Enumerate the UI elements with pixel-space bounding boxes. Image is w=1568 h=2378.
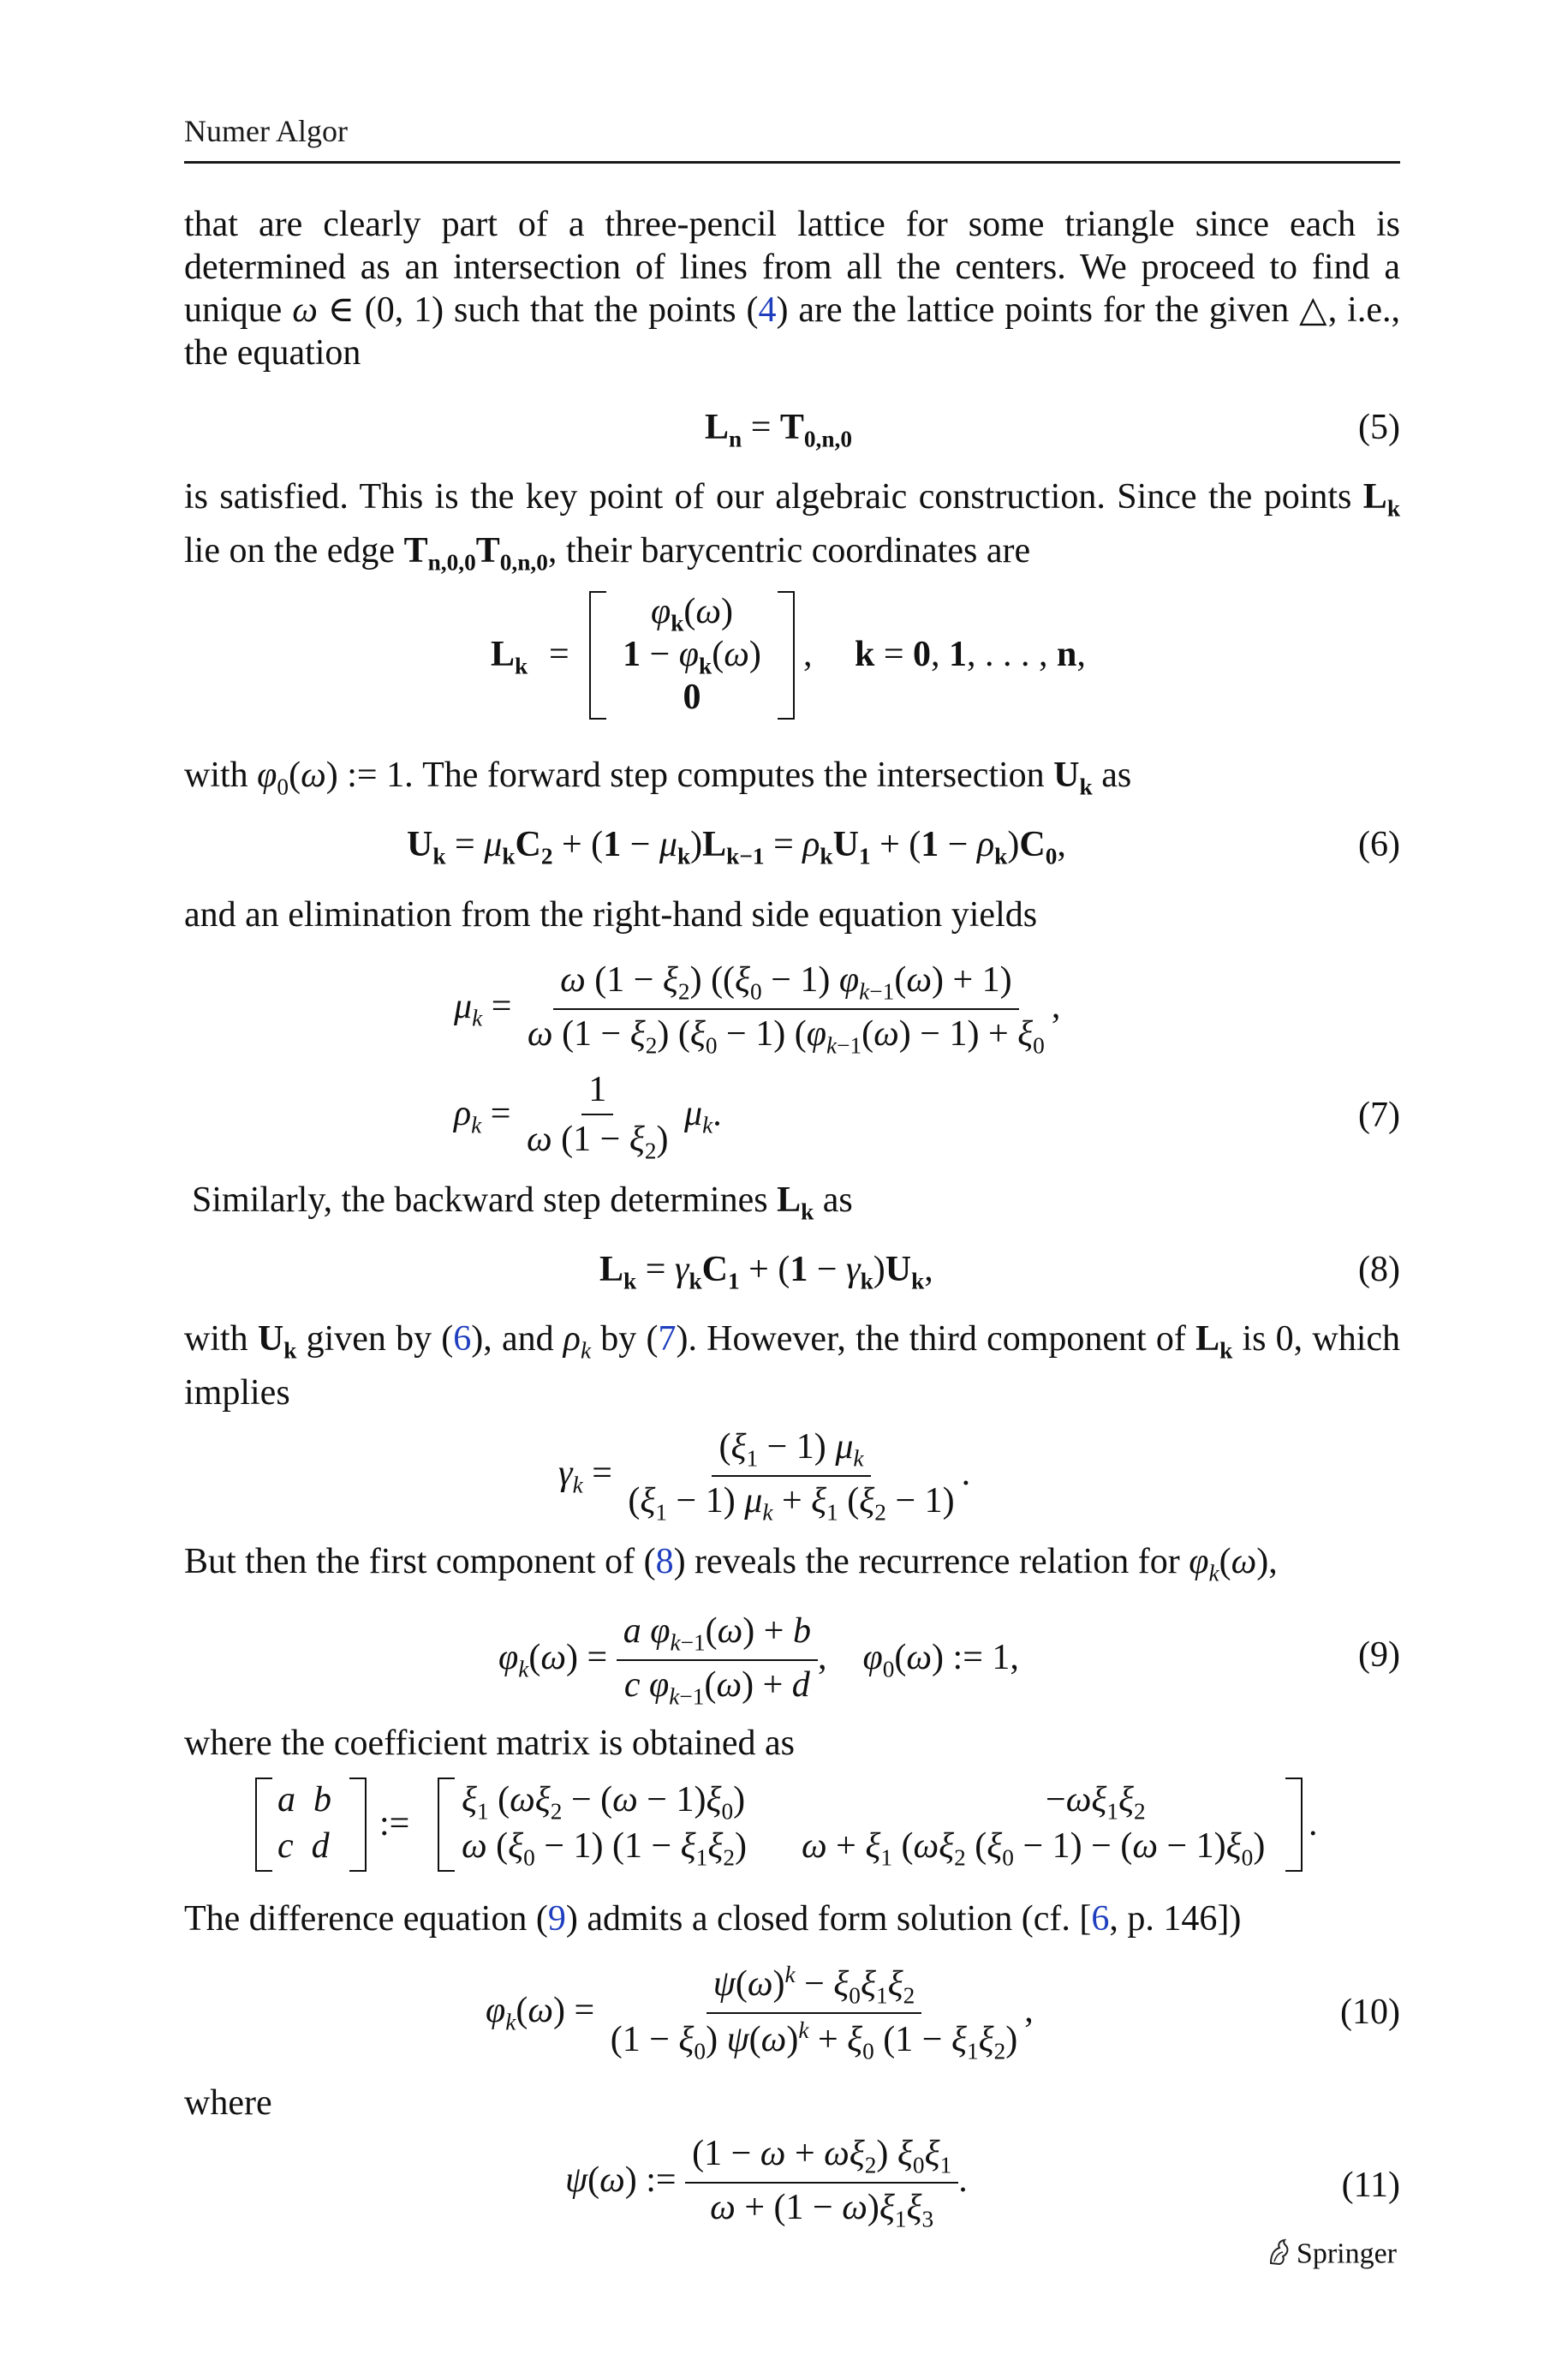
eq-number-10: (10) — [1340, 1993, 1400, 2032]
coefficient-matrix: $\xi_1$ $(\omega\xi_2 - (\omega - 1)\xi_0)$ $-\omega\xi_1\xi_2$ ω $(\xi_0 - 1) (1 - \xi_1\xi_2)$ $\omega + \xi_1$ ($\omega\xi_2$ $(\xi_0 - 1) - (\omega - 1)\xi_0$) — [438, 1778, 1303, 1872]
eq-number-6: (6) — [1358, 825, 1400, 864]
paragraph-5: Similarly, the backward step determines $L_k$ as — [192, 1180, 853, 1225]
ref-eq-4[interactable]: 4 — [758, 290, 777, 330]
equation-10: $\varphi_k(\omega)$ = $\frac{\psi(\omega)^k - \xi_0\xi_1\xi_2}{(1 - \xi_0) \psi(\omega)^k + \xi_0 (1 - \xi_1\xi_2)}$ , — [486, 1962, 1034, 2064]
eq-number-9: (9) — [1358, 1635, 1400, 1675]
springer-horse-icon — [1266, 2238, 1291, 2274]
paragraph-2: is satisfied. This is the key point of our algebraic construction. Since the points $L_k$ lie on the edge $T_{n,0,0}T_{0,n,0}$, their barycentric coordinates are — [184, 477, 1400, 576]
coefficient-matrix-equation: a b c d := $\xi_1$ $(\omega\xi_2 - (\omega - 1)\xi_0)$ $-\omega\xi_1\xi_2$ ω $(\xi_0 - 1) (1 - \xi_1\xi_2)$ $\omega + \xi_1$ ($\omega\xi_2$ $(\xi_0 - 1) - (\omega - 1)\xi_0$) . — [255, 1778, 1326, 1872]
eq-number-7: (7) — [1358, 1096, 1400, 1135]
ref-cite-6[interactable]: 6 — [1091, 1899, 1110, 1939]
equation-5: $L_n = T_{0,n,0}$ — [705, 408, 853, 452]
eq-number-5: (5) — [1358, 408, 1400, 447]
equation-8: $L_k = \gamma_kC_1 + (1 - \gamma_k)U_k$, — [599, 1250, 933, 1294]
equation-11: ψ(ω) := $\frac{(1 - \omega + \omega\xi_2) \xi_0\xi_1}{\omega + (1 - \omega)\xi_1\xi_3}$ . — [565, 2134, 968, 2232]
ref-eq-7[interactable]: 7 — [658, 1319, 677, 1359]
publisher-name: Springer — [1296, 2238, 1397, 2270]
paragraph-7: But then the first component of (8) reveals the recurrence relation for $\varphi_k(\omega)$, — [184, 1542, 1278, 1586]
ref-eq-9[interactable]: 9 — [547, 1899, 566, 1939]
eq-number-11: (11) — [1341, 2166, 1400, 2205]
ref-eq-6[interactable]: 6 — [453, 1319, 472, 1359]
paragraph-1: that are clearly part of a three-pencil lattice for some triangle since each is determined as an intersection of lines from all the centers. We proceed to find a unique ω ∈ (0, 1) such that the points (4) are the lattice points for the given △, i.e., the equation — [184, 205, 1400, 373]
running-header: Numer Algor — [184, 114, 348, 148]
coordinate-vector: $\varphi_k(\omega)$ $1 - \varphi_k(\omega)$ 0 — [589, 591, 795, 720]
ref-eq-8[interactable]: 8 — [655, 1542, 674, 1581]
equation-gamma-k: $\gamma_k$ = $\frac{(\xi_1 - 1) \mu_k}{(\xi_1 - 1) \mu_k + \xi_1 (\xi_2 - 1)}$ . — [558, 1427, 971, 1526]
abcd-matrix: a b c d — [255, 1778, 367, 1872]
paragraph-9: The difference equation (9) admits a closed form solution (cf. [6, p. 146]) — [184, 1899, 1242, 1939]
header-rule — [184, 161, 1400, 164]
publisher-footer — [1266, 2238, 1397, 2274]
paragraph-10: where — [184, 2083, 272, 2123]
paragraph-6: with $U_k$ given by (6), and $\rho_k$ by (7). However, the third component of $L_k$ is 0, which implies — [184, 1319, 1401, 1413]
equation-rho-k: $\rho_k$ = $\frac{1}{\omega (1 - \xi_2)}$ $\mu_k$. — [454, 1070, 722, 1164]
equation-6: $U_k = \mu_kC_2 + (1 - \mu_k)L_{k-1} = \rho_kU_1 + (1 - \rho_k)C_0$, — [407, 825, 1066, 869]
paragraph-3: with $\varphi_0(\omega)$ := 1. The forward step computes the intersection $U_k$ as — [184, 756, 1132, 800]
paragraph-4: and an elimination from the right-hand side equation yields — [184, 895, 1038, 935]
paragraph-8: where the coefficient matrix is obtained as — [184, 1724, 795, 1763]
equation-9: $\varphi_k(\omega)$ = $\frac{a \varphi_{k-1}(\omega) + b}{c \varphi_{k-1}(\omega) + d}$ , $\varphi_0(\omega)$ := 1, — [498, 1611, 1019, 1710]
eq-number-8: (8) — [1358, 1250, 1400, 1289]
equation-mu-k: $\mu_k$ = $\frac{\omega (1 - \xi_2) ((\xi_0 - 1) \varphi_{k-1}(\omega) + 1)}{\omega (1 - \xi_2) (\xi_0 - 1) (\varphi_{k-1}(\omega) - 1) + \xi_0}$ , — [454, 960, 1061, 1059]
